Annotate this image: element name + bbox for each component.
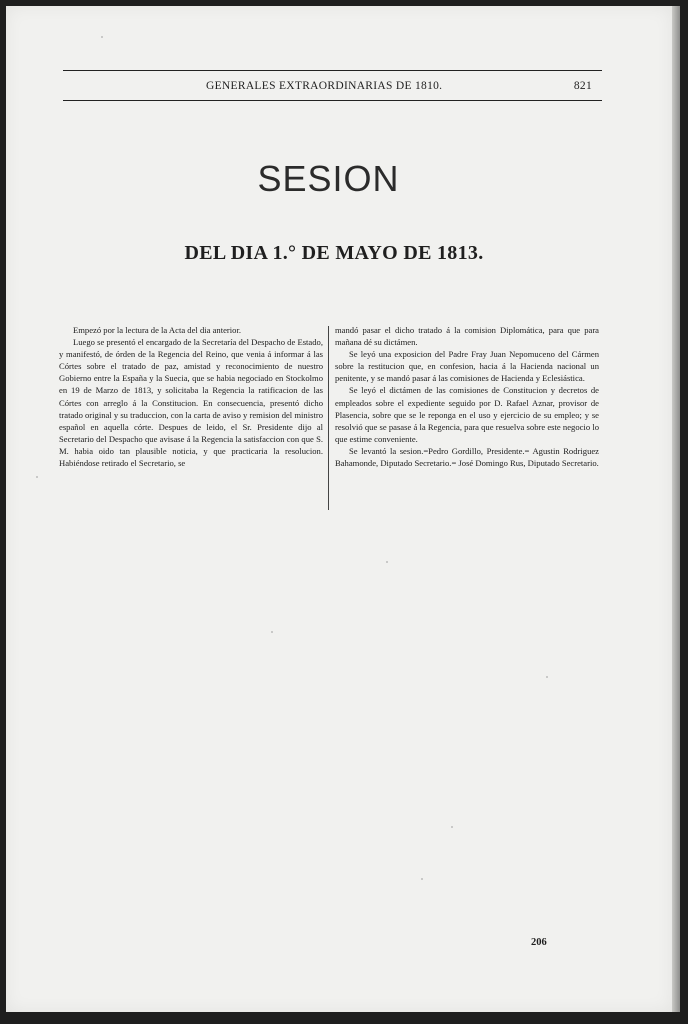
paper-speck <box>36 476 38 478</box>
header-rule-top <box>63 70 602 71</box>
session-heading: SESION <box>257 158 400 199</box>
paper-speck <box>546 676 548 678</box>
paper-speck <box>386 561 388 563</box>
paragraph-continuation: mandó pasar el dicho tratado á la comision Diplomática, para que para mañana dé su dictámen. <box>335 325 599 348</box>
paper-speck <box>271 631 273 633</box>
running-header <box>63 80 602 94</box>
column-divider <box>328 326 329 510</box>
paper-speck <box>451 826 453 828</box>
right-column <box>335 324 599 469</box>
paper-speck <box>421 878 423 880</box>
left-column <box>59 324 323 469</box>
paragraph: Se leyó una exposicion del Padre Fray Juan Nepomuceno del Cármen sobre la restitucion que, en confesion, hacia á la Hacienda nacional un penitente, y se mandó pasar á las comisiones de Hacienda y Eclesiástica. <box>335 349 599 384</box>
signature-mark: 206 <box>531 937 547 948</box>
body-text <box>59 324 603 514</box>
session-date: DEL DIA 1.° DE MAYO DE 1813. <box>184 242 484 264</box>
paragraph: Se leyó el dictámen de las comisiones de Constitucion y decretos de empleados sobre el expediente seguido por D. Rafael Aznar, provisor de Plasencia, sobre que se le reponga en el uso y ejercicio de su empleo; y se resolvió que se pasase á la Regencia, para que resuelva sobre este negocio lo que estime conveniente. <box>335 385 599 444</box>
running-title: GENERALES EXTRAORDINARIAS DE 1810. <box>206 80 443 92</box>
paragraph: Se levantó la sesion.=Pedro Gordillo, Presidente.= Agustin Rodriguez Bahamonde, Diputado Secretario.= José Domingo Rus, Diputado Secretario. <box>335 445 599 469</box>
page-number: 821 <box>573 80 592 92</box>
page-edge-shadow <box>672 6 680 1012</box>
document-page <box>6 6 672 1012</box>
paragraph: Empezó por la lectura de la Acta del dia anterior. <box>73 325 241 335</box>
paragraph: Luego se presentó el encargado de la Secretaría del Despacho de Estado, y manifestó, de órden de la Regencia del Reino, que venia á informar á las Córtes sobre el tratado de paz, amistad y reconocimiento de nuestro Gobierno entre la España y la Suecia, que se habia negociado en Stockolmo en 19 de Marzo de 1813, y solicitaba la Regencia la ratificacion de las Córtes con arreglo á la Constitucion. En consecuencia, presentó dicho tratado original y su traduccion, con la carta de aviso y remision del ministro español en aquella córte. Despues de leido, el Sr. Presidente dijo al Secretario del Despacho que avisase á la Regencia la satisfaccion con que S. M. habia oido tan plausible noticia, y que practicaria la resolucion. Habiéndose retirado el Secretario, se <box>59 337 323 469</box>
header-rule-bottom <box>63 100 602 101</box>
paper-speck <box>101 36 103 38</box>
